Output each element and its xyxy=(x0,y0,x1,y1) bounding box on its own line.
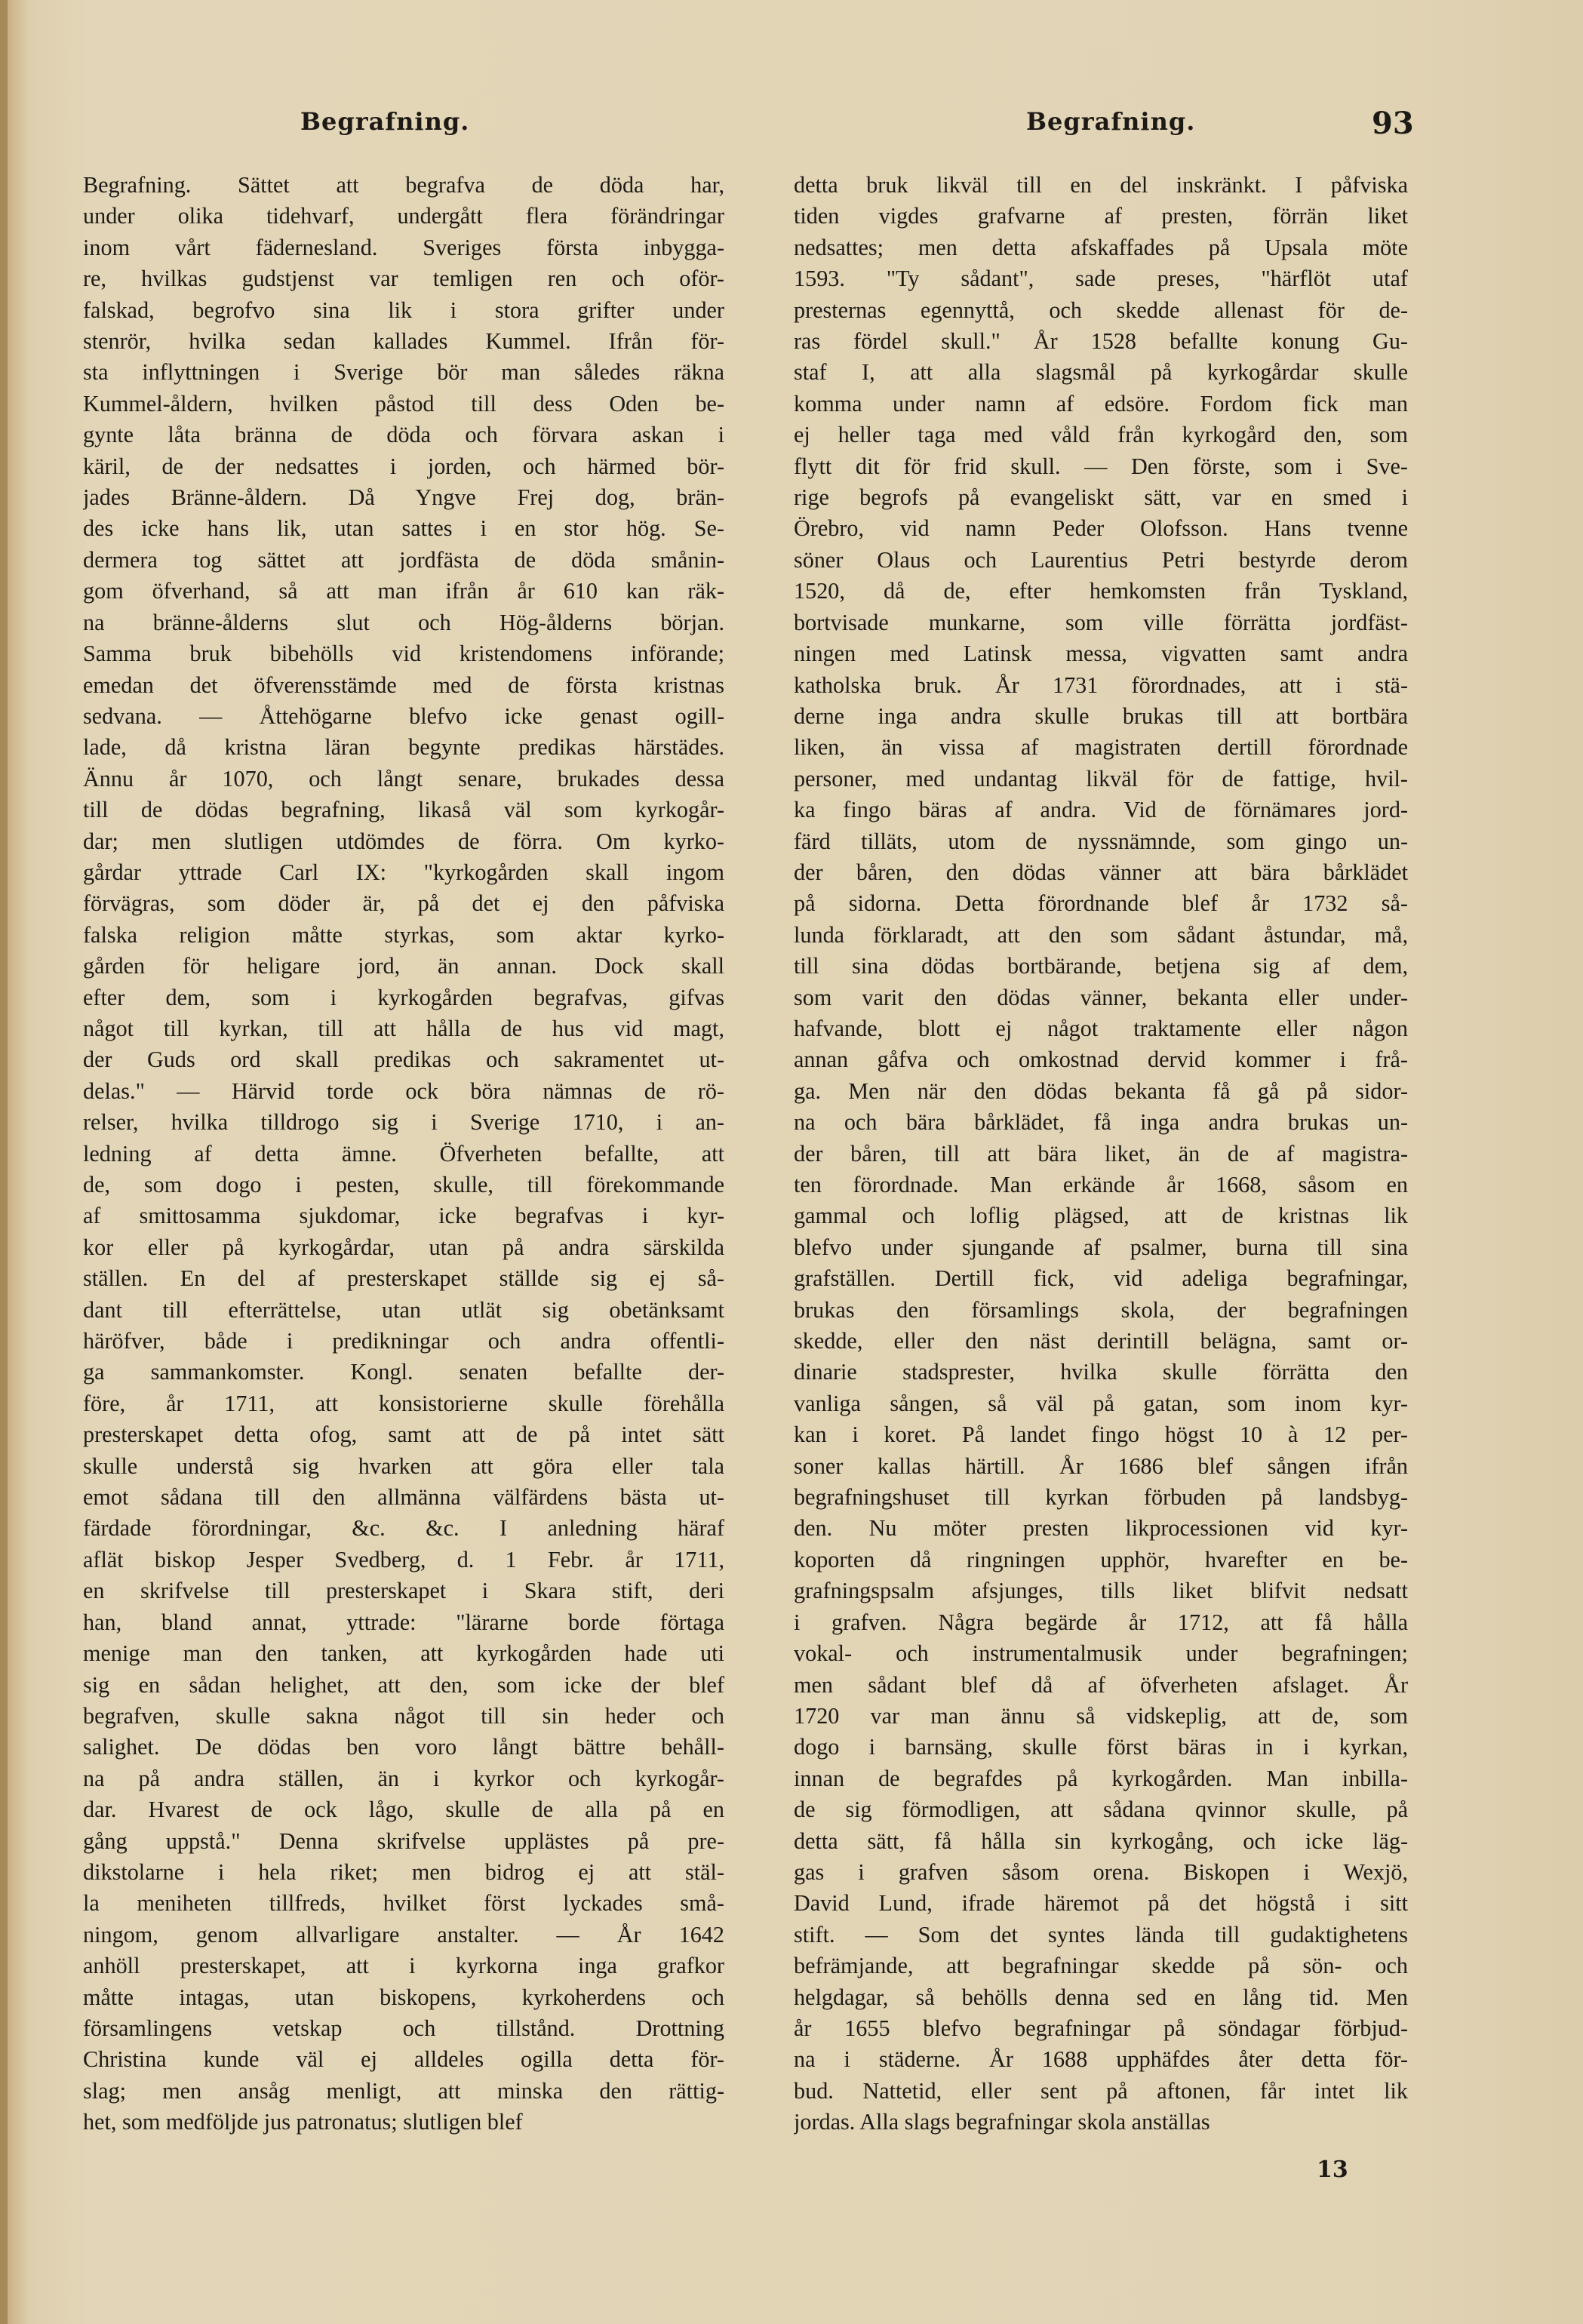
text-line: annan gåfva och omkostnad dervid kommer i frå- xyxy=(794,1047,1408,1073)
text-line: dar. Hvarest de ock lågo, skulle de alla på en xyxy=(83,1797,724,1823)
text-line: innan de begrafdes på kyrkogården. Man inbilla- xyxy=(794,1765,1408,1791)
text-line: befrämjande, att begrafningar skedde på sön- och xyxy=(794,1953,1408,1979)
text-line: gas i grafven såsom orena. Biskopen i Wexjö, xyxy=(794,1858,1408,1885)
text-line: personer, med undantag likväl för de fattige, hvil- xyxy=(794,765,1408,792)
text-line: salighet. De dödas ben voro långt bättre behåll- xyxy=(83,1734,724,1760)
text-line: käril, de der nedsattes i jorden, och härmed bör- xyxy=(83,453,724,479)
text-line: församlingens vetskap och tillstånd. Drottning xyxy=(83,2015,724,2041)
text-line: begrafningshuset till kyrkan förbuden på landsbyg- xyxy=(794,1484,1408,1511)
text-line: gång uppstå." Denna skrifvelse upplästes på pre- xyxy=(83,1828,724,1854)
text-line: inom vårt fädernesland. Sveriges första inbygga- xyxy=(83,234,724,260)
text-line: ej heller taga med våld från kyrkogård den, som xyxy=(794,422,1408,448)
text-line: na i städerne. År 1688 upphäfdes åter detta för- xyxy=(794,2046,1408,2073)
text-line: derne inga andra skulle brukas till att bortbära xyxy=(794,702,1408,729)
text-line: något till kyrkan, till att hålla de hus vid magt, xyxy=(83,1015,724,1041)
text-line: 1520, då de, efter hemkomsten från Tyskland, xyxy=(794,578,1408,604)
text-line: lade, då kristna läran begynte predikas härstädes. xyxy=(83,734,724,761)
text-line: Kummel-åldern, hvilken påstod till dess Oden be- xyxy=(83,390,724,417)
text-line: aflät biskop Jesper Svedberg, d. 1 Febr. år 1711, xyxy=(83,1546,724,1572)
text-line: ras fördel skull." År 1528 befallte konung Gu- xyxy=(794,328,1408,355)
text-line: vanliga sången, så väl på gatan, som inom kyr- xyxy=(794,1390,1408,1416)
text-line: ningom, genom allvarligare anstalter. — År 1642 xyxy=(83,1921,724,1947)
text-line: blefvo under sjungande af psalmer, burna till sina xyxy=(794,1234,1408,1260)
text-line: bortvisade munkarne, som ville förrätta jordfäst- xyxy=(794,609,1408,635)
text-line: des icke hans lik, utan sattes i en stor hög. Se- xyxy=(83,515,724,542)
text-line: jordas. Alla slags begrafningar skola anställas xyxy=(794,2109,1210,2135)
text-line: ningen med Latinsk messa, vigvatten samt andra xyxy=(794,641,1408,667)
text-line: staf I, att alla slagsmål på kyrkogårdar skulle xyxy=(794,359,1408,386)
signature-mark: 13 xyxy=(1317,2156,1348,2183)
text-line: men sådant blef då af öfverheten afslaget. År xyxy=(794,1671,1408,1698)
text-line: menige man den tanken, att kyrkogården hade uti xyxy=(83,1640,724,1667)
text-line: bud. Nattetid, eller sent på aftonen, får intet lik xyxy=(794,2077,1408,2104)
text-line: en skrifvelse till presterskapet i Skara stift, deri xyxy=(83,1578,724,1604)
text-line: lunda förklaradt, att den som sådant åstundar, må, xyxy=(794,921,1408,948)
text-line: komma under namn af edsöre. Fordom fick man xyxy=(794,390,1408,417)
text-line: sedvana. — Åttehögarne blefvo icke genast ogill- xyxy=(83,702,724,729)
text-line: soner kallas härtill. År 1686 blef sången ifrån xyxy=(794,1452,1408,1479)
text-line: skulle understå sig hvarken att göra eller tala xyxy=(83,1452,724,1479)
text-line: katholska bruk. År 1731 förordnades, att i stä- xyxy=(794,672,1408,698)
text-line: emedan det öfverensstämde med de första kristnas xyxy=(83,672,724,698)
text-line: häröfver, både i predikningar och andra offentli- xyxy=(83,1328,724,1354)
text-line: der båren, den dödas vänner att bära bårklädet xyxy=(794,859,1408,885)
text-line: skedde, eller den näst derintill belägna, samt or- xyxy=(794,1328,1408,1354)
text-line: i grafven. Några begärde år 1712, att få hålla xyxy=(794,1609,1408,1635)
text-line: hafvande, blott ej något traktamente eller någon xyxy=(794,1015,1408,1041)
text-line: gom öfverhand, så att man ifrån år 610 kan räk- xyxy=(83,578,724,604)
text-line: koporten då ringningen upphör, hvarefter en be- xyxy=(794,1546,1408,1572)
running-head-right: Begrafning. xyxy=(1026,107,1196,136)
text-line: brukas den församlings skola, der begrafningen xyxy=(794,1296,1408,1323)
text-line: ka fingo bäras af andra. Vid de förnämares jord- xyxy=(794,797,1408,823)
text-line: Örebro, vid namn Peder Olofsson. Hans tvenne xyxy=(794,515,1408,542)
text-line: 1593. "Ty sådant", sade preses, "härflöt utaf xyxy=(794,266,1408,292)
text-line: presternas egennyttå, och skedde allenast för de- xyxy=(794,297,1408,323)
text-line: helgdagar, så behölls denna sed en lång tid. Men xyxy=(794,1984,1408,2010)
text-line: förvägras, som döder är, på det ej den påfviska xyxy=(83,890,724,917)
text-line: het, som medföljde jus patronatus; slutligen blef xyxy=(83,2109,523,2135)
text-line: ten förordnade. Man erkände år 1668, såsom en xyxy=(794,1172,1408,1197)
text-line: begrafven, skulle sakna något till sin heder och xyxy=(83,1702,724,1729)
text-line: emot sådana till den allmänna välfärdens bästa ut- xyxy=(83,1484,724,1511)
text-line: dikstolarne i hela riket; men bidrog ej att stäl- xyxy=(83,1858,724,1885)
text-line: efter dem, som i kyrkogården begrafvas, gifvas xyxy=(83,984,724,1010)
text-line: till de dödas begrafning, likaså väl som kyrkogår- xyxy=(83,797,724,823)
text-line: Begrafning. Sättet att begrafva de döda har, xyxy=(83,172,724,198)
text-line: måtte intagas, utan biskopens, kyrkoherdens och xyxy=(83,1984,724,2010)
text-line: gården för heligare jord, än annan. Dock skall xyxy=(83,953,724,979)
text-line: dinarie stadsprester, hvilka skulle förrätta den xyxy=(794,1359,1408,1385)
text-line: na på andra ställen, än i kyrkor och kyrkogår- xyxy=(83,1765,724,1791)
text-line: kan i koret. På landet fingo högst 10 à 12 per- xyxy=(794,1422,1408,1448)
page-number: 93 xyxy=(1372,106,1414,141)
text-line: delas." — Härvid torde ock böra nämnas de rö- xyxy=(83,1077,724,1104)
text-line: flytt dit för frid skull. — Den förste, som i Sve- xyxy=(794,453,1408,479)
text-line: dar; men slutligen utdömdes de förra. Om kyrko- xyxy=(83,828,724,854)
text-line: ledning af detta ämne. Öfverheten befallte, att xyxy=(83,1140,724,1167)
text-line: den. Nu möter presten likprocessionen vid kyr- xyxy=(794,1515,1408,1542)
text-line: han, bland annat, yttrade: "lärarne borde förtaga xyxy=(83,1609,724,1635)
text-line: som varit den dödas vänner, bekanta eller under- xyxy=(794,984,1408,1010)
text-line: de, som dogo i pesten, skulle, till förekommande xyxy=(83,1172,724,1197)
text-line: kor eller på kyrkogårdar, utan på andra särskilda xyxy=(83,1234,724,1260)
text-line: gårdar yttrade Carl IX: "kyrkogården skall ingom xyxy=(83,859,724,885)
text-line: vokal- och instrumentalmusik under begrafningen; xyxy=(794,1640,1408,1667)
text-line: der Guds ord skall predikas och sakramentet ut- xyxy=(83,1047,724,1073)
text-line: dogo i barnsäng, skulle först bäras in i kyrkan, xyxy=(794,1734,1408,1760)
text-line: anhöll presterskapet, att i kyrkorna inga grafkor xyxy=(83,1953,724,1979)
text-line: detta sätt, få hålla sin kyrkogång, och icke läg- xyxy=(794,1828,1408,1854)
text-line: grafningspsalm afsjunges, tills liket blifvit nedsatt xyxy=(794,1578,1408,1604)
text-line: sig en sådan helighet, att den, som icke der blef xyxy=(83,1671,724,1698)
text-line: relser, hvilka tilldrogo sig i Sverige 1710, i an- xyxy=(83,1109,724,1136)
text-line: Ännu år 1070, och långt senare, brukades dessa xyxy=(83,765,724,792)
text-line: söner Olaus och Laurentius Petri bestyrde derom xyxy=(794,546,1408,573)
text-line: före, år 1711, att konsistorierne skulle förehålla xyxy=(83,1390,724,1416)
page-spine-shadow xyxy=(0,0,8,2324)
running-head-left: Begrafning. xyxy=(300,107,470,136)
text-line: David Lund, ifrade häremot på det högstå i sitt xyxy=(794,1890,1408,1917)
text-line: stenrör, hvilka sedan kallades Kummel. Ifrån för- xyxy=(83,328,724,355)
text-line: till sina dödas bortbärande, betjena sig af dem, xyxy=(794,953,1408,979)
text-line: ställen. En del af presterskapet ställde sig ej så- xyxy=(83,1265,724,1292)
text-line: falska religion måtte styrkas, som aktar kyrko- xyxy=(83,921,724,948)
text-line: under olika tidehvarf, undergått flera förändringar xyxy=(83,203,724,229)
text-line: Samma bruk bibehölls vid kristendomens införande; xyxy=(83,641,724,667)
text-line: sta inflyttningen i Sverige bör man således räkna xyxy=(83,359,724,386)
text-line: der båren, till att bära liket, än de af magistra- xyxy=(794,1140,1408,1167)
text-line: presterskapet detta ofog, samt att de på intet sätt xyxy=(83,1422,724,1448)
text-line: tiden vigdes grafvarne af presten, förrän liket xyxy=(794,203,1408,229)
text-line: af smittosamma sjukdomar, icke begrafvas i kyr- xyxy=(83,1203,724,1229)
text-line: dermera tog sättet att jordfästa de döda smånin- xyxy=(83,546,724,573)
text-line: dant till efterrättelse, utan utlät sig obetänksamt xyxy=(83,1296,724,1323)
text-line: stift. — Som det syntes lända till gudaktighetens xyxy=(794,1921,1408,1947)
text-column-left xyxy=(83,170,724,2138)
text-line: gammal och loflig plägsed, att de kristnas lik xyxy=(794,1203,1408,1229)
text-line: na och bära bårklädet, få inga andra brukas un- xyxy=(794,1109,1408,1136)
text-line: liken, än vissa af magistraten dertill förordnade xyxy=(794,734,1408,761)
text-line: falskad, begrofvo sina lik i stora grifter under xyxy=(83,297,724,323)
text-line: grafställen. Dertill fick, vid adeliga begrafningar, xyxy=(794,1265,1408,1292)
text-line: jades Bränne-åldern. Då Yngve Frej dog, brän- xyxy=(83,484,724,511)
text-line: slag; men ansåg menligt, att minska den rättig- xyxy=(83,2077,724,2104)
text-line: 1720 var man ännu så vidskeplig, att de, som xyxy=(794,1702,1408,1729)
text-line: nedsattes; men detta afskaffades på Upsala möte xyxy=(794,234,1408,260)
text-line: detta bruk likväl till en del inskränkt. I påfviska xyxy=(794,172,1408,198)
text-line: på sidorna. Detta förordnande blef år 1732 så- xyxy=(794,890,1408,917)
text-line: år 1655 blefvo begrafningar på söndagar förbjud- xyxy=(794,2015,1408,2041)
text-line: Christina kunde väl ej alldeles ogilla detta för- xyxy=(83,2046,724,2073)
text-line: na bränne-ålderns slut och Hög-ålderns början. xyxy=(83,609,724,635)
text-line: ga sammankomster. Kongl. senaten befallte der- xyxy=(83,1359,724,1385)
text-line: färdade förordningar, &c. &c. I anledning häraf xyxy=(83,1515,724,1542)
text-line: re, hvilkas gudstjenst var temligen ren och oför- xyxy=(83,266,724,292)
text-line: gynte låta bränna de döda och förvara askan i xyxy=(83,422,724,448)
text-line: rige begrofs på evangeliskt sätt, var en smed i xyxy=(794,484,1408,511)
text-line: la meniheten tillfreds, hvilket först lyckades små- xyxy=(83,1890,724,1917)
text-line: färd tilläts, utom de nyssnämnde, som gingo un- xyxy=(794,828,1408,854)
text-column-right xyxy=(794,170,1408,2138)
text-line: de sig förmodligen, att sådana qvinnor skulle, på xyxy=(794,1797,1408,1823)
text-line: ga. Men när den dödas bekanta få gå på sidor- xyxy=(794,1077,1408,1104)
